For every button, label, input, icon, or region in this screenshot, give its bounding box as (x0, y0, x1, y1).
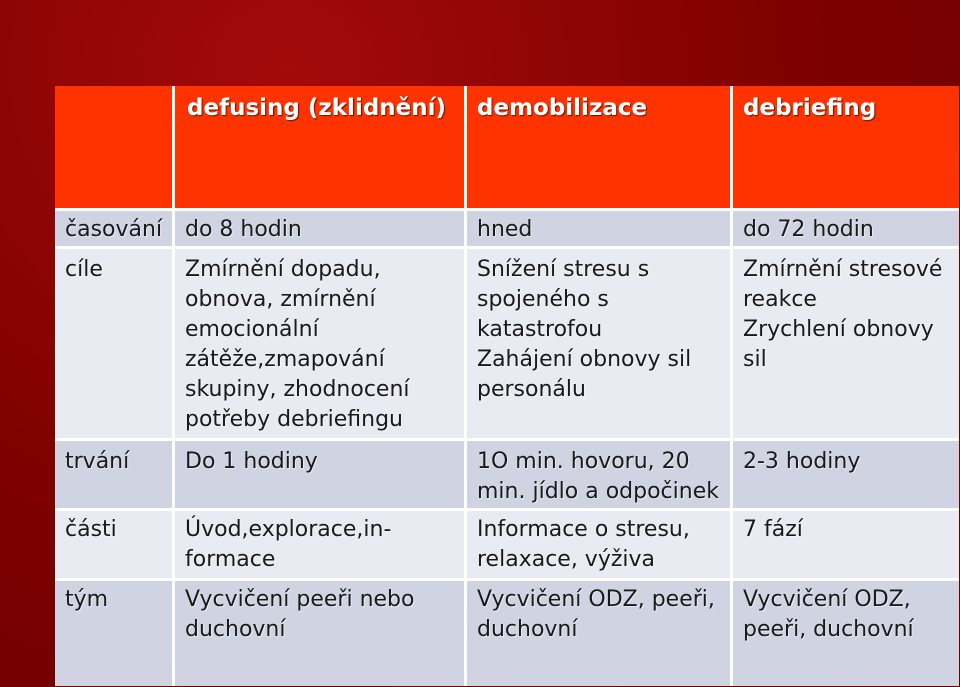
table-row-casovani (55, 211, 959, 249)
row-label: časování (55, 211, 175, 249)
header-defusing: defusing (zklidnění) (175, 86, 467, 211)
table-row-cile (55, 249, 959, 441)
cell-demobilizace: Vycvičení ODZ, peeři, duchovní (467, 581, 733, 686)
header-empty-cell (55, 86, 175, 211)
row-label: trvání (55, 441, 175, 511)
table-row-tym (55, 581, 959, 686)
table-header-row (55, 86, 959, 211)
row-label: části (55, 511, 175, 581)
row-label: cíle (55, 249, 175, 441)
row-label: tým (55, 581, 175, 686)
cell-demobilizace: hned (467, 211, 733, 249)
cell-demobilizace: Informace o stresu, relaxace, výživa (467, 511, 733, 581)
cell-debriefing: Zmírnění stresové reakce Zrychlení obnovy sil (733, 249, 959, 441)
cell-defusing: Úvod,explorace,in- formace (175, 511, 467, 581)
cell-defusing: do 8 hodin (175, 211, 467, 249)
cell-defusing: Zmírnění dopadu, obnova, zmírnění emocionální zátěže,zmapování skupiny, zhodnocení potřeby debriefingu (175, 249, 467, 441)
cell-debriefing: Vycvičení ODZ, peeři, duchovní (733, 581, 959, 686)
cell-demobilizace: Snížení stresu s spojeného s katastrofou Zahájení obnovy sil personálu (467, 249, 733, 441)
comparison-table (55, 86, 959, 686)
cell-defusing: Vycvičení peeři nebo duchovní (175, 581, 467, 686)
cell-demobilizace: 1O min. hovoru, 20 min. jídlo a odpočinek (467, 441, 733, 511)
cell-debriefing: do 72 hodin (733, 211, 959, 249)
cell-debriefing: 7 fází (733, 511, 959, 581)
cell-debriefing: 2-3 hodiny (733, 441, 959, 511)
cell-defusing: Do 1 hodiny (175, 441, 467, 511)
table-row-trvani (55, 441, 959, 511)
table-row-casti (55, 511, 959, 581)
header-debriefing: debriefing (733, 86, 959, 211)
header-demobilizace: demobilizace (467, 86, 733, 211)
